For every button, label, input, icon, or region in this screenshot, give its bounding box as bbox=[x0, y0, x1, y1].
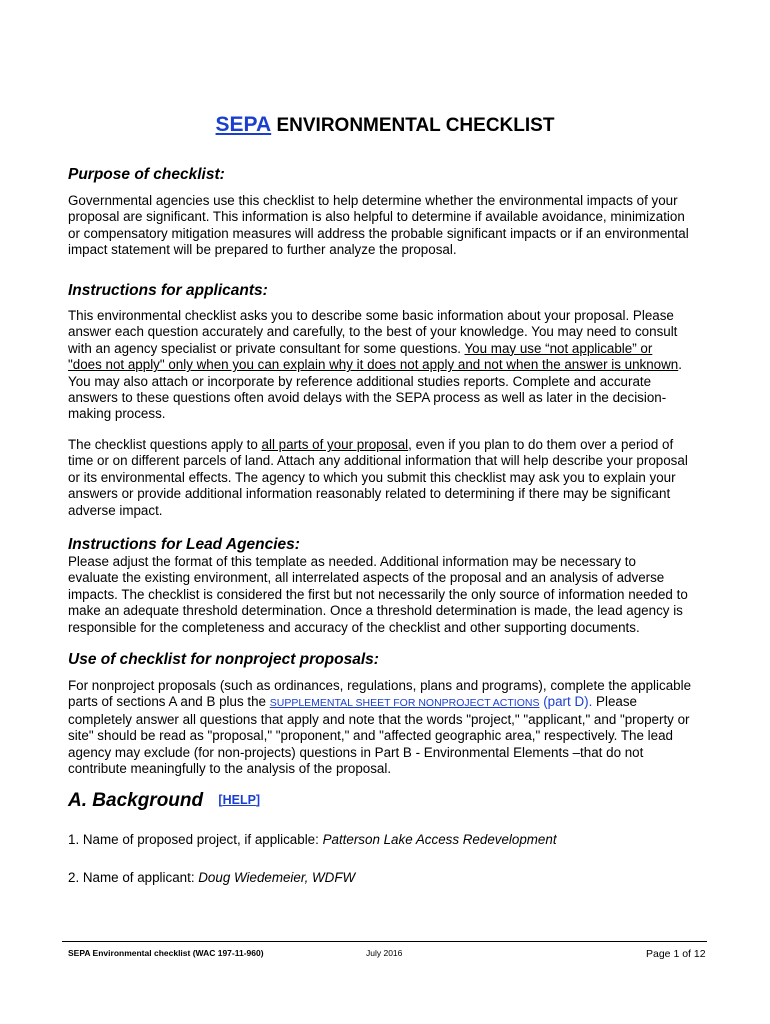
footer-divider bbox=[62, 941, 707, 942]
purpose-line: impact statement will be prepared to further analyze the proposal. bbox=[68, 242, 457, 258]
underlined-text: all parts of your proposal bbox=[261, 437, 409, 452]
question-1 bbox=[68, 832, 557, 847]
title-text: ENVIRONMENTAL CHECKLIST bbox=[276, 115, 555, 136]
applicants-paragraph-1 bbox=[68, 308, 708, 423]
purpose-line: or compensatory mitigation measures will address the probable significant impacts or if an environmental bbox=[68, 225, 689, 241]
nonproject-paragraph bbox=[68, 678, 708, 777]
text-segment: , even if you plan to do them over a period of bbox=[408, 437, 674, 452]
footer-doc-title: SEPA Environmental checklist (WAC 197-11-960) bbox=[68, 948, 264, 958]
footer-date: July 2016 bbox=[366, 948, 403, 958]
text-line: contribute meaningfully to the analysis of the proposal. bbox=[68, 761, 392, 777]
purpose-paragraph bbox=[68, 193, 708, 259]
text-segment: with an agency specialist or private consultant for some questions. bbox=[68, 340, 465, 356]
text-line: For nonproject proposals (such as ordinances, regulations, plans and programs), complete the applicable bbox=[68, 678, 692, 693]
purpose-heading: Purpose of checklist: bbox=[68, 166, 225, 183]
text-line: answers to these questions often avoid delays with the SEPA process as well as later in the decision- bbox=[68, 390, 667, 406]
text-line bbox=[68, 357, 708, 373]
purpose-line: proposal are significant. This information is also helpful to determine if available avoidance, minimization bbox=[68, 209, 685, 225]
help-link[interactable]: [HELP] bbox=[218, 793, 261, 807]
lead-agencies-heading: Instructions for Lead Agencies: bbox=[68, 536, 300, 553]
footer-page-number: Page 1 of 12 bbox=[646, 948, 706, 960]
text-line: make an adequate threshold determination. Once a threshold determination is made, the lead agency is bbox=[68, 603, 683, 619]
text-line bbox=[68, 694, 708, 711]
text-segment: . bbox=[678, 357, 682, 373]
text-segment: The checklist questions apply to bbox=[68, 437, 262, 452]
nonproject-heading: Use of checklist for nonproject proposals: bbox=[68, 651, 379, 668]
text-line: completely answer all questions that apply and note that the words "project," "applicant," and "property or bbox=[68, 711, 690, 727]
question-label: 1. Name of proposed project, if applicable: bbox=[68, 832, 323, 847]
question-label: 2. Name of applicant: bbox=[68, 870, 199, 885]
text-line: answers or provide additional information reasonably related to determining if there may be significant bbox=[68, 486, 671, 502]
supplemental-sheet-link[interactable]: SUPPLEMENTAL SHEET FOR NONPROJECT ACTIONS bbox=[269, 697, 540, 710]
section-a-heading bbox=[68, 790, 260, 812]
applicants-heading: Instructions for applicants: bbox=[68, 282, 268, 299]
text-line: site" should be read as "proposal," "proponent," and "affected geographic area," respectively. The lead bbox=[68, 728, 673, 744]
applicants-paragraph-2 bbox=[68, 437, 708, 519]
help-label: HELP bbox=[222, 793, 256, 807]
text-line bbox=[68, 341, 708, 357]
text-line: time or on different parcels of land. Attach any additional information that will help describe your proposal bbox=[68, 453, 688, 469]
question-answer: Patterson Lake Access Redevelopment bbox=[322, 832, 557, 847]
text-line: answer each question accurately and carefully, to the best of your knowledge. You may need to consult bbox=[68, 324, 678, 340]
text-line: making process. bbox=[68, 406, 166, 422]
text-line: responsible for the completeness and accuracy of the checklist and other supporting documents. bbox=[68, 619, 640, 635]
text-line: Please adjust the format of this template as needed. Additional information may be necessary to bbox=[68, 554, 636, 569]
text-segment: Please bbox=[592, 694, 637, 710]
underlined-text: You may use “not applicable” or bbox=[464, 340, 653, 356]
text-line: evaluate the existing environment, all interrelated aspects of the proposal and an analysis of adverse bbox=[68, 570, 665, 586]
text-line: adverse impact. bbox=[68, 502, 163, 518]
section-a-title: A. Background bbox=[68, 790, 204, 811]
text-line: You may also attach or incorporate by reference additional studies reports. Complete and accurate bbox=[68, 373, 652, 389]
text-segment: parts of sections A and B plus the bbox=[68, 694, 270, 710]
question-2 bbox=[68, 870, 355, 885]
page-title bbox=[0, 113, 770, 137]
text-line: or its environmental effects. The agency to which you submit this checklist may ask you to explain your bbox=[68, 469, 676, 485]
text-line: impacts. The checklist is considered the first but not necessarily the only source of information needed to bbox=[68, 586, 688, 602]
sepa-link[interactable]: SEPA bbox=[215, 113, 272, 136]
lead-agencies-paragraph bbox=[68, 554, 708, 636]
part-d-link[interactable]: (part D). bbox=[539, 694, 593, 710]
purpose-line: Governmental agencies use this checklist to help determine whether the environmental impacts of your bbox=[68, 193, 678, 208]
underlined-text: "does not apply" only when you can explain why it does not apply and not when the answer is unknown bbox=[68, 357, 679, 373]
question-answer: Doug Wiedemeier, WDFW bbox=[198, 870, 356, 885]
text-line: agency may exclude (for non-projects) questions in Part B - Environmental Elements –that do not bbox=[68, 744, 644, 760]
text-line bbox=[68, 437, 708, 453]
text-line: This environmental checklist asks you to describe some basic information about your proposal. Please bbox=[68, 308, 674, 323]
